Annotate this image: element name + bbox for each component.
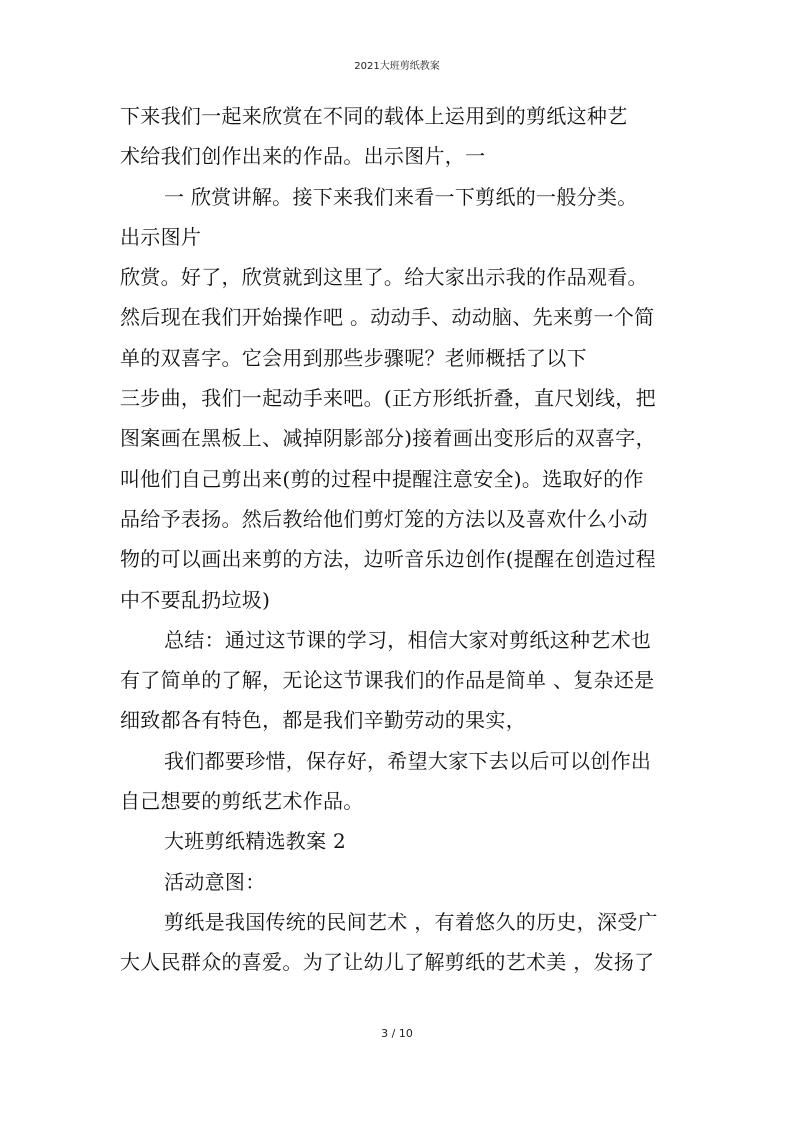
text-line: 自己想要的剪纸艺术作品。 (120, 789, 364, 814)
text-line: 出示图片 (120, 224, 202, 249)
text-line: 三步曲，我们一起动手来吧。(正方形纸折叠，直尺划线，把 (120, 386, 656, 411)
text-line: 一 欣赏讲解。接下来我们来看一下剪纸的一般分类。 (164, 184, 638, 209)
document-body (120, 96, 695, 983)
text-line: 我们都要珍惜，保存好，希望大家下去以后可以创作出 (164, 748, 652, 773)
text-line: 术给我们创作出来的作品。出示图片，一 (120, 144, 486, 169)
text-line: 欣赏。好了，欣赏就到这里了。给大家出示我的作品观看。 (120, 265, 648, 290)
text-line: 单的双喜字。它会用到那些步骤呢？老师概括了以下 (120, 345, 587, 370)
text-line: 叫他们自己剪出来(剪的过程中提醒注意安全)。选取好的作 (120, 466, 644, 491)
page-number: 3 / 10 (381, 1027, 413, 1040)
page-header: 2021大班剪纸教案 (354, 61, 440, 72)
text-line: 中不要乱扔垃圾) (120, 587, 271, 612)
section-heading: 大班剪纸精选教案 2 (164, 829, 347, 854)
text-line: 有了简单的了解，无论这节课我们的作品是简单 、复杂还是 (120, 668, 655, 693)
text-line: 然后现在我们开始操作吧 。动动手、动动脑、先来剪一个简 (120, 305, 655, 330)
text-line: 大人民群众的喜爱。为了让幼儿了解剪纸的艺术美 ，发扬了 (120, 950, 655, 975)
text-line: 细致都各有特色，都是我们辛勤劳动的果实， (120, 708, 526, 733)
text-line: 物的可以画出来剪的方法，边听音乐边创作(提醒在创造过程 (120, 547, 656, 572)
text-line: 剪纸是我国传统的民间艺术 ，有着悠久的历史，深受广 (164, 909, 658, 934)
text-line: 品给予表扬。然后教给他们剪灯笼的方法以及喜欢什么小动 (120, 506, 648, 531)
text-line: 总结：通过这节课的学习，相信大家对剪纸这种艺术也 (164, 627, 652, 652)
text-line: 图案画在黑板上、减掉阴影部分)接着画出变形后的双喜字， (120, 426, 656, 451)
text-line: 下来我们一起来欣赏在不同的载体上运用到的剪纸这种艺 (120, 104, 628, 128)
subsection-heading: 活动意图： (164, 869, 266, 894)
